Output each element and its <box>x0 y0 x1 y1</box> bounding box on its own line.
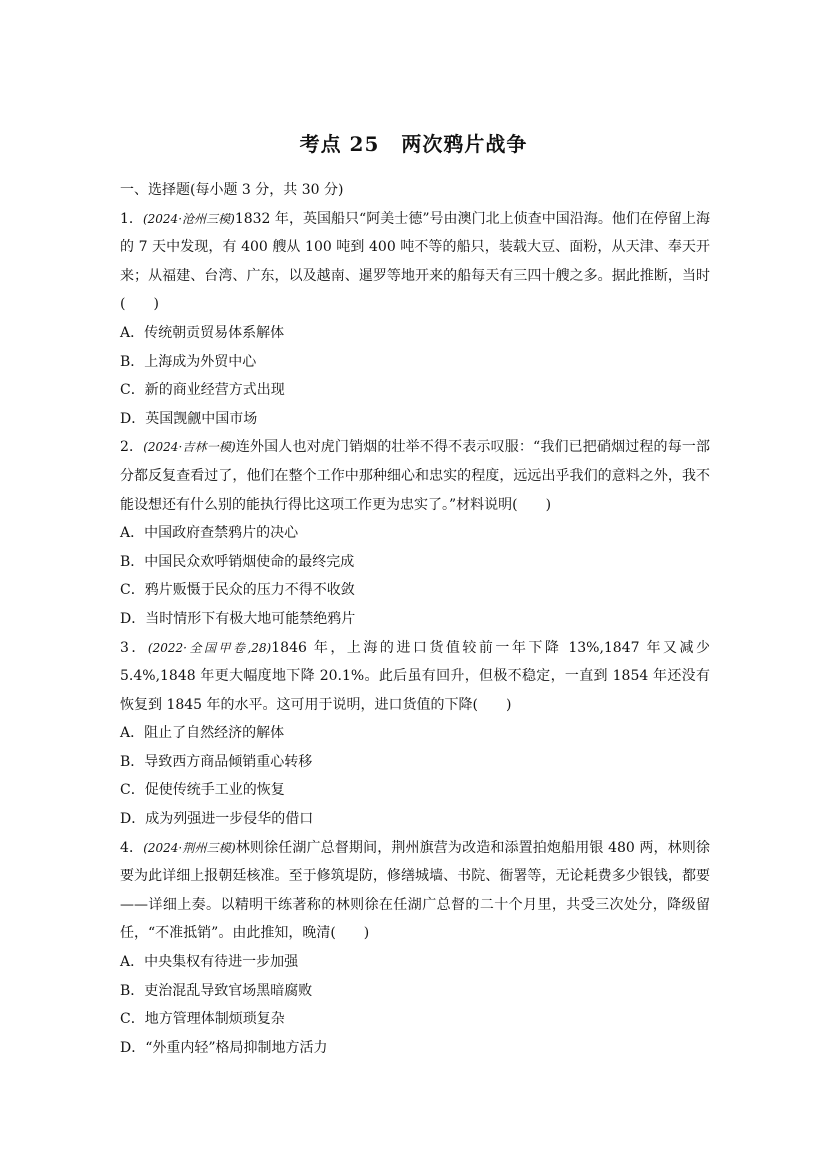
page-title <box>0 128 827 157</box>
title-label: 考点 25 <box>299 132 380 156</box>
question-stem <box>120 205 710 319</box>
question-stem <box>120 634 710 720</box>
option-c: C．鸦片贩慑于民众的压力不得不收敛 <box>120 582 355 599</box>
option-c: C．新的商业经营方式出现 <box>120 382 285 399</box>
question-source: (2024·荆州三模) <box>143 840 236 855</box>
question-stem <box>120 433 710 519</box>
question-number: 3． <box>120 639 148 656</box>
option-d: D．成为列强进一步侵华的借口 <box>120 811 314 828</box>
option-c: C．地方管理体制烦琐复杂 <box>120 1011 285 1028</box>
option-b: B．吏治混乱导致官场黑暗腐败 <box>120 982 313 999</box>
question-text: 连外国人也对虎门销烟的壮举不得不表示叹服：“我们已把硝烟过程的每一部分都反复查看过了，他们在整个工作中那种细心和忠实的程度，远远出乎我们的意料之外，我不能设想还有什么别的能执行得比这项工作更为忠实了。”材料说明( ) <box>120 439 711 513</box>
option-d: D．英国觊觎中国市场 <box>120 410 258 427</box>
option-a: A．传统朝贡贸易体系解体 <box>120 324 285 341</box>
question-text: 林则徐任湖广总督期间，荆州旗营为改造和添置拍炮船用银 480 两，林则徐要为此详细上报朝廷核准。至于修筑堤防，修缮城墙、书院、衙署等，无论耗费多少银钱，都要——详细上奏。以精明干练著称的林则徐在任湖广总督的二十个月里，共受三次处分，降级留任，“不准抵销”。由此推知，晚清( ) <box>120 839 710 942</box>
question-text: 1846 年，上海的进口货值较前一年下降 13%,1847 年又减少 5.4%,1848 年更大幅度地下降 20.1%。此后虽有回升，但极不稳定，一直到 1854 年还没有恢复到 1845 年的水平。这可用于说明，进口货值的下降( ) <box>120 639 710 713</box>
question-source: (2024·吉林一模) <box>143 440 236 455</box>
option-b: B．上海成为外贸中心 <box>120 353 257 370</box>
question-text: 1832 年，英国船只“阿美士德”号由澳门北上侦查中国沿海。他们在停留上海的 7 天中发现，有 400 艘从 100 吨到 400 吨不等的船只，装载大豆、面粉，从天津、奉天开来；从福建、台湾、广东，以及越南、暹罗等地开来的船每天有三四十艘之多。据此推断，当时( ) <box>120 210 710 313</box>
question-source: (2024·沧州三模) <box>142 211 235 226</box>
question-number: 1． <box>120 210 143 227</box>
option-c: C．促使传统手工业的恢复 <box>120 782 285 799</box>
question-list <box>120 176 710 1062</box>
question-number: 2． <box>120 439 144 456</box>
question-3 <box>120 634 710 834</box>
option-b: B．中国民众欢呼销烟使命的最终完成 <box>120 553 355 570</box>
question-stem <box>120 834 710 948</box>
option-b: B．导致西方商品倾销重心转移 <box>120 753 313 770</box>
option-a: A．阻止了自然经济的解体 <box>120 725 285 742</box>
question-source: (2022·全国甲卷,28) <box>147 640 272 655</box>
option-a: A．中国政府查禁鸦片的决心 <box>120 525 299 542</box>
question-2 <box>120 433 710 633</box>
option-a: A．中央集权有待进一步加强 <box>120 954 299 971</box>
question-number: 4． <box>120 839 144 856</box>
question-1 <box>120 205 710 434</box>
section-heading: 一、选择题(每小题 3 分，共 30 分) <box>120 182 344 198</box>
option-d: D．当时情形下有极大地可能禁绝鸦片 <box>120 610 356 627</box>
question-4 <box>120 834 710 1063</box>
title-topic: 两次鸦片战争 <box>401 132 528 156</box>
option-d: D．“外重内轻”格局抑制地方活力 <box>120 1039 328 1056</box>
